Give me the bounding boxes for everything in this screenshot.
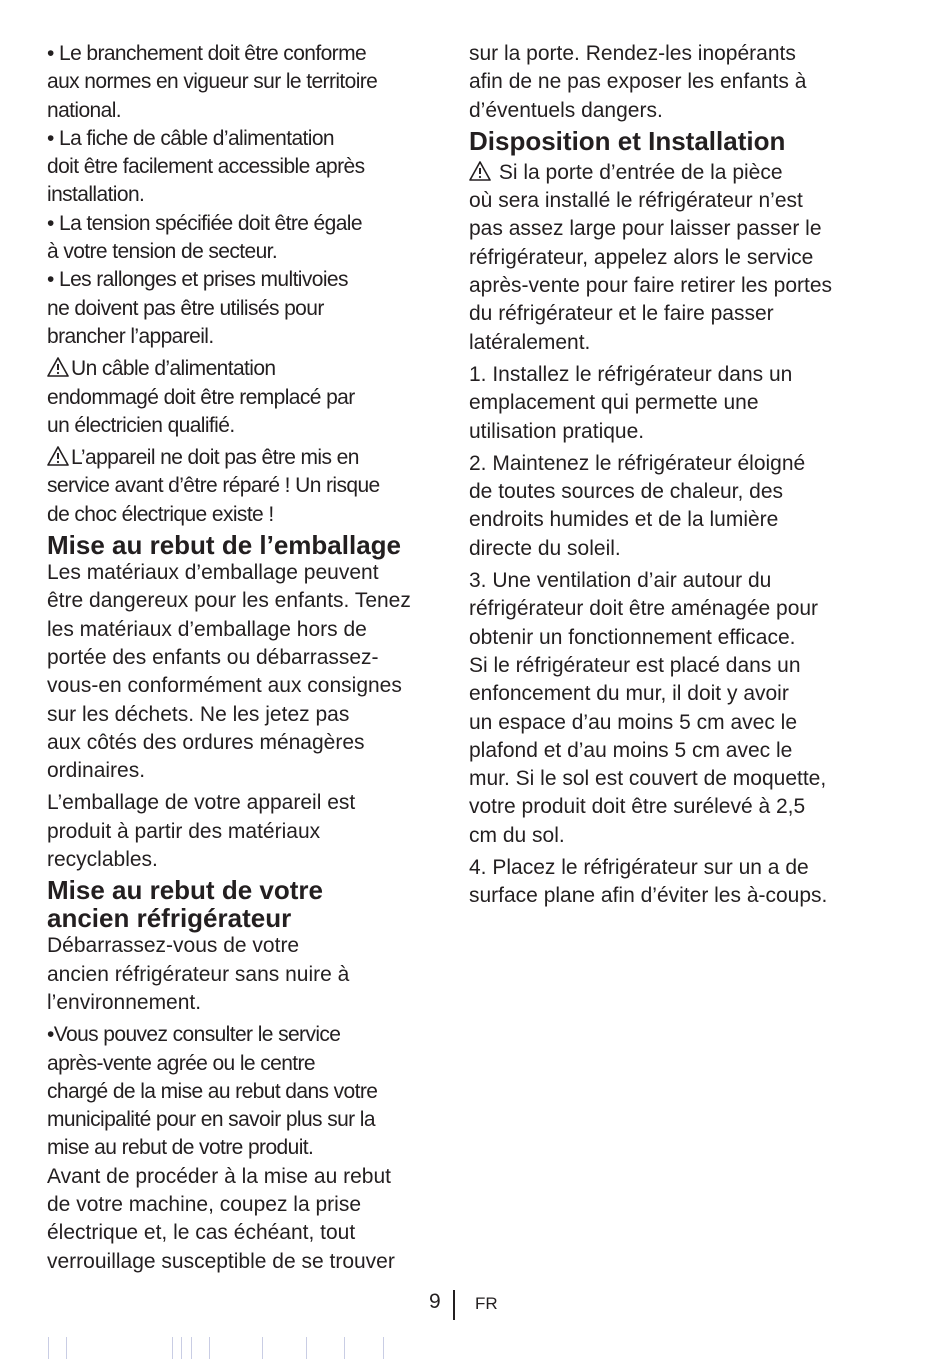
bullet-2: • La fiche de câble d’alimentation doit être facilement accessible après installation. <box>47 126 365 207</box>
language-code: FR <box>475 1294 498 1313</box>
paragraph-packaging: Les matériaux d’emballage peuvent être dangereux pour les enfants. Tenez les matériaux d’emballage hors de portée des enfants ou débarrassez- vous-en conformément aux consignes sur les déchets. Ne les jetez pas aux côtés des ordures ménagères ordinaires. <box>47 561 411 783</box>
footer-divider <box>453 1290 455 1320</box>
warning-cable: Un câble d’alimentation endommagé doit être remplacé par un électricien qualifié. <box>47 357 355 437</box>
paragraph-door: sur la porte. Rendez-les inopérants afin de ne pas exposer les enfants à d’éventuels dangers. <box>469 42 807 122</box>
bullet-1: • Le branchement doit être conforme aux normes en vigueur sur le territoire national. <box>47 42 378 122</box>
step-4: 4. Placez le réfrigérateur sur un a de surface plane afin d’éviter les à-coups. <box>469 856 828 908</box>
heading-old-fridge: Mise au rebut de votre ancien réfrigérateur <box>47 875 323 934</box>
registration-mark <box>344 1337 345 1359</box>
step-1: 1. Installez le réfrigérateur dans un emplacement qui permette une utilisation pratique. <box>469 362 793 443</box>
warning-triangle-icon <box>47 357 69 377</box>
step-3: 3. Une ventilation d’air autour du réfrigérateur doit être aménagée pour obtenir un fonctionnement efficace. Si le réfrigérateur est placé dans un enfoncement du mur, il doit y avoir un espace d’au moins 5 cm avec le plafond et d’au moins 5 cm avec le mur. Si le sol est couvert de moquette, votre produit doit être surélevé à 2,5 cm du sol. <box>469 569 827 847</box>
registration-mark <box>191 1337 192 1359</box>
paragraph-environment: Débarrassez-vous de votre ancien réfrigérateur sans nuire à l’environnement. <box>47 934 350 1014</box>
left-column <box>47 40 447 1276</box>
paragraph-service: •Vous pouvez consulter le service après-vente agrée ou le centre chargé de la mise au rebut dans votre municipalité pour en savoir plus sur la mise au rebut de votre produit. <box>47 1023 378 1160</box>
bullet-3: • La tension spécifiée doit être égale à votre tension de secteur. <box>47 211 362 264</box>
registration-mark <box>209 1337 210 1359</box>
registration-mark <box>306 1337 307 1359</box>
bullet-4: • Les rallonges et prises multivoies ne doivent pas être utilisés pour brancher l’appareil. <box>47 268 348 348</box>
registration-mark <box>262 1337 263 1359</box>
warning-repair: L’appareil ne doit pas être mis en service avant d’être réparé ! Un risque de choc électrique existe ! <box>47 446 380 526</box>
paragraph-unplug: Avant de procéder à la mise au rebut de votre machine, coupez la prise électrique et, le cas échéant, tout verrouillage susceptible de se trouver <box>47 1164 395 1273</box>
registration-mark <box>66 1337 67 1359</box>
warning-triangle-icon <box>469 161 491 181</box>
registration-mark <box>48 1337 49 1359</box>
warning-door-width: Si la porte d’entrée de la pièce où sera installé le réfrigérateur n’est pas assez large pour laisser passer le réfrigérateur, appelez alors le service après-vente pour faire retirer les portes du réfrigérateur et le faire passer latéralement. <box>469 160 832 354</box>
page-number: 9 <box>429 1290 441 1313</box>
print-registration-marks <box>0 1337 950 1361</box>
step-2: 2. Maintenez le réfrigérateur éloigné de toutes sources de chaleur, des endroits humides et de la lumière directe du soleil. <box>469 451 806 560</box>
registration-mark <box>181 1337 182 1359</box>
registration-mark <box>172 1337 173 1359</box>
registration-mark <box>383 1337 384 1359</box>
heading-packaging: Mise au rebut de l’emballage <box>47 530 401 561</box>
heading-installation: Disposition et Installation <box>469 125 786 156</box>
paragraph-recyclable: L’emballage de votre appareil est produit à partir des matériaux recyclables. <box>47 791 356 872</box>
right-column <box>469 40 869 911</box>
warning-triangle-icon <box>47 446 69 466</box>
